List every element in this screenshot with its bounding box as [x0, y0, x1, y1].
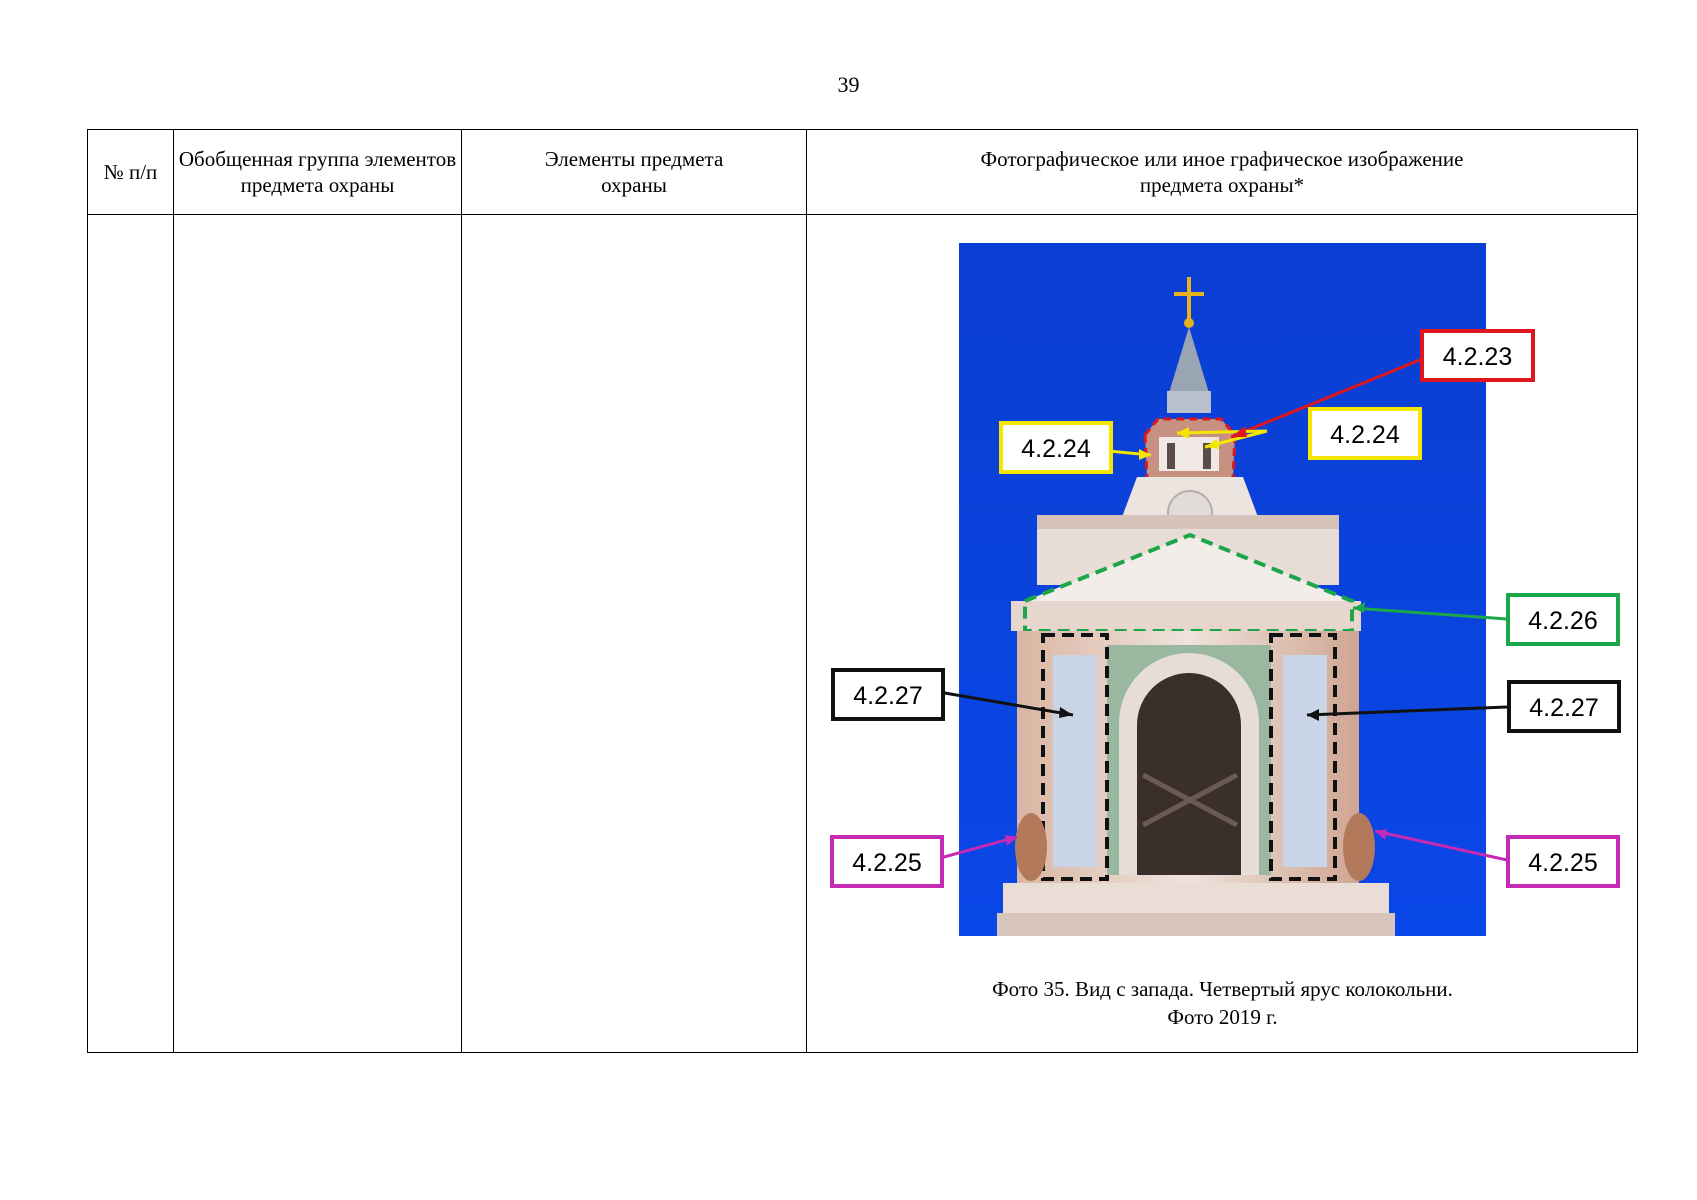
callout-4-2-27-left: 4.2.27	[831, 668, 945, 721]
header-photo: Фотографическое или иное графическое изображение предмета охраны*	[807, 130, 1638, 215]
cell-group	[174, 215, 462, 1053]
cell-photo	[807, 215, 1638, 1053]
cell-num	[88, 215, 174, 1053]
callout-4-2-24-right: 4.2.24	[1308, 407, 1422, 460]
header-num: № п/п	[88, 130, 174, 215]
figure-caption	[807, 975, 1638, 1031]
callout-4-2-24-left: 4.2.24	[999, 421, 1113, 474]
callout-4-2-27-right: 4.2.27	[1507, 680, 1621, 733]
callout-4-2-26: 4.2.26	[1506, 593, 1620, 646]
table-header-row	[88, 130, 1638, 215]
callout-4-2-25-right: 4.2.25	[1506, 835, 1620, 888]
protection-table	[87, 129, 1638, 1053]
header-group: Обобщенная группа элементов предмета охраны	[174, 130, 462, 215]
header-elements: Элементы предмета охраны	[462, 130, 807, 215]
angel-left	[1015, 813, 1047, 881]
figure	[807, 215, 1638, 1052]
caption-line-2: Фото 2019 г.	[1167, 1005, 1278, 1029]
cell-elements	[462, 215, 807, 1053]
page-number: 39	[837, 72, 860, 97]
callout-4-2-25-left: 4.2.25	[830, 835, 944, 888]
caption-line-1: Фото 35. Вид с запада. Четвертый ярус колокольни.	[992, 977, 1453, 1001]
callout-4-2-23: 4.2.23	[1420, 329, 1535, 382]
angel-right	[1343, 813, 1375, 881]
table-row	[88, 215, 1638, 1053]
bell-arch	[1137, 673, 1241, 875]
